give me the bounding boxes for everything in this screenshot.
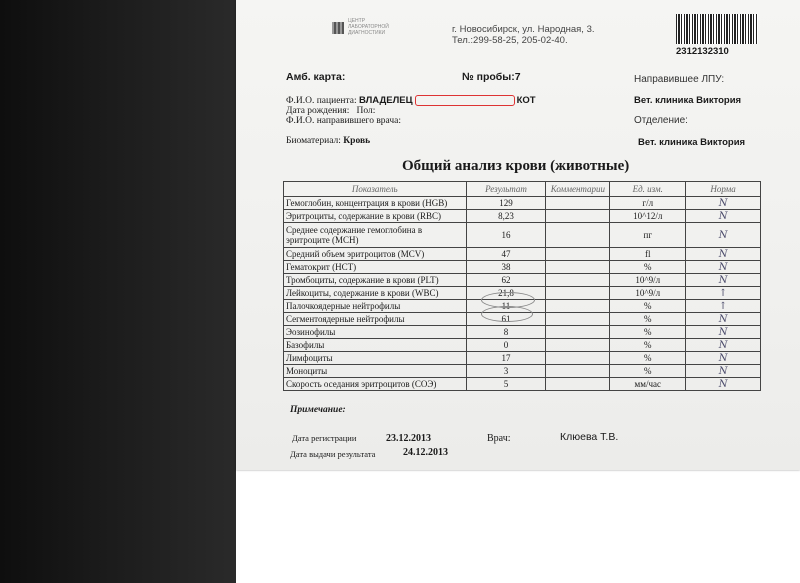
column-header-norm: Норма — [686, 182, 761, 197]
results-table — [283, 181, 761, 391]
table-row: Эозинофилы 8 % N — [284, 326, 761, 339]
table-header-row — [284, 182, 761, 197]
table-row: Тромбоциты, содержание в крови (PLT) 62 10^9/л N — [284, 274, 761, 287]
referring-doctor-label: Ф.И.О. направившего врача: — [286, 116, 402, 126]
registration-date-label: Дата регистрации — [292, 433, 357, 443]
issue-date-label: Дата выдачи результата — [290, 449, 376, 459]
table-row: Среднее содержание гемоглобина в эритроците (МСН) 16 пг N — [284, 223, 761, 248]
department-label: Отделение: — [634, 115, 688, 126]
table-row: Эритроциты, содержание в крови (RBC) 8,23 10^12/л N — [284, 210, 761, 223]
table-row: Сегментоядерные нейтрофилы 61 % N — [284, 313, 761, 326]
redaction-box — [415, 95, 515, 106]
registration-date-value: 23.12.2013 — [386, 433, 431, 444]
department-value: Вет. клиника Виктория — [638, 137, 746, 148]
column-header-result: Результат — [466, 182, 546, 197]
table-row: Средний объем эритроцитов (MCV) 47 fl N — [284, 248, 761, 261]
table-row: Гематокрит (НСТ) 38 % N — [284, 261, 761, 274]
column-header-comment: Комментарии — [546, 182, 610, 197]
scan-dark-background — [0, 0, 236, 583]
table-row: Лимфоциты 17 % N — [284, 352, 761, 365]
clinic-logo-text: ЦЕНТР ЛАБОРАТОРНОЙ ДИАГНОСТИКИ — [348, 18, 389, 36]
table-row: Скорость оседания эритроцитов (СОЭ) 5 мм/час N — [284, 378, 761, 391]
table-row: Гемоглобин, концентрация в крови (HGB) 129 г/л N — [284, 197, 761, 210]
report-title: Общий анализ крови (животные) — [402, 158, 630, 174]
sample-number: № пробы:7 — [462, 71, 521, 83]
table-row: Моноциты 3 % N — [284, 365, 761, 378]
barcode-image — [676, 14, 758, 44]
handwritten-circle-band-neutrophils — [481, 306, 533, 322]
barcode-number: 2312132310 — [676, 46, 729, 57]
table-row: Палочкоядерные нейтрофилы 11 % ↑ — [284, 300, 761, 313]
clinic-address: г. Новосибирск, ул. Народная, 3. — [452, 24, 595, 35]
referring-lpu-label: Направившее ЛПУ: — [634, 74, 725, 85]
column-header-unit: Ед. изм. — [610, 182, 686, 197]
doctor-name: Клюева Т.В. — [560, 431, 619, 443]
table-row: Лейкоциты, содержание в крови (WBC) 21,8 10^9/л ↑ — [284, 287, 761, 300]
patient-name: Ф.И.О. пациента: ВЛАДЕЛЕЦ КОТ — [286, 95, 536, 106]
biomaterial-line: Биоматериал: Кровь — [286, 136, 371, 146]
clinic-logo-icon — [332, 22, 344, 34]
referring-lpu-value: Вет. клиника Виктория — [634, 95, 742, 106]
column-header-indicator: Показатель — [284, 182, 467, 197]
dob-sex-line: Дата рождения: Пол: — [286, 106, 376, 116]
table-row: Базофилы 0 % N — [284, 339, 761, 352]
amb-card-label: Амб. карта: — [286, 71, 346, 83]
note-label: Примечание: — [290, 405, 346, 415]
clinic-phone: Тел.:299-58-25, 205-02-40. — [452, 35, 568, 46]
issue-date-value: 24.12.2013 — [403, 447, 448, 458]
doctor-label: Врач: — [487, 433, 511, 444]
